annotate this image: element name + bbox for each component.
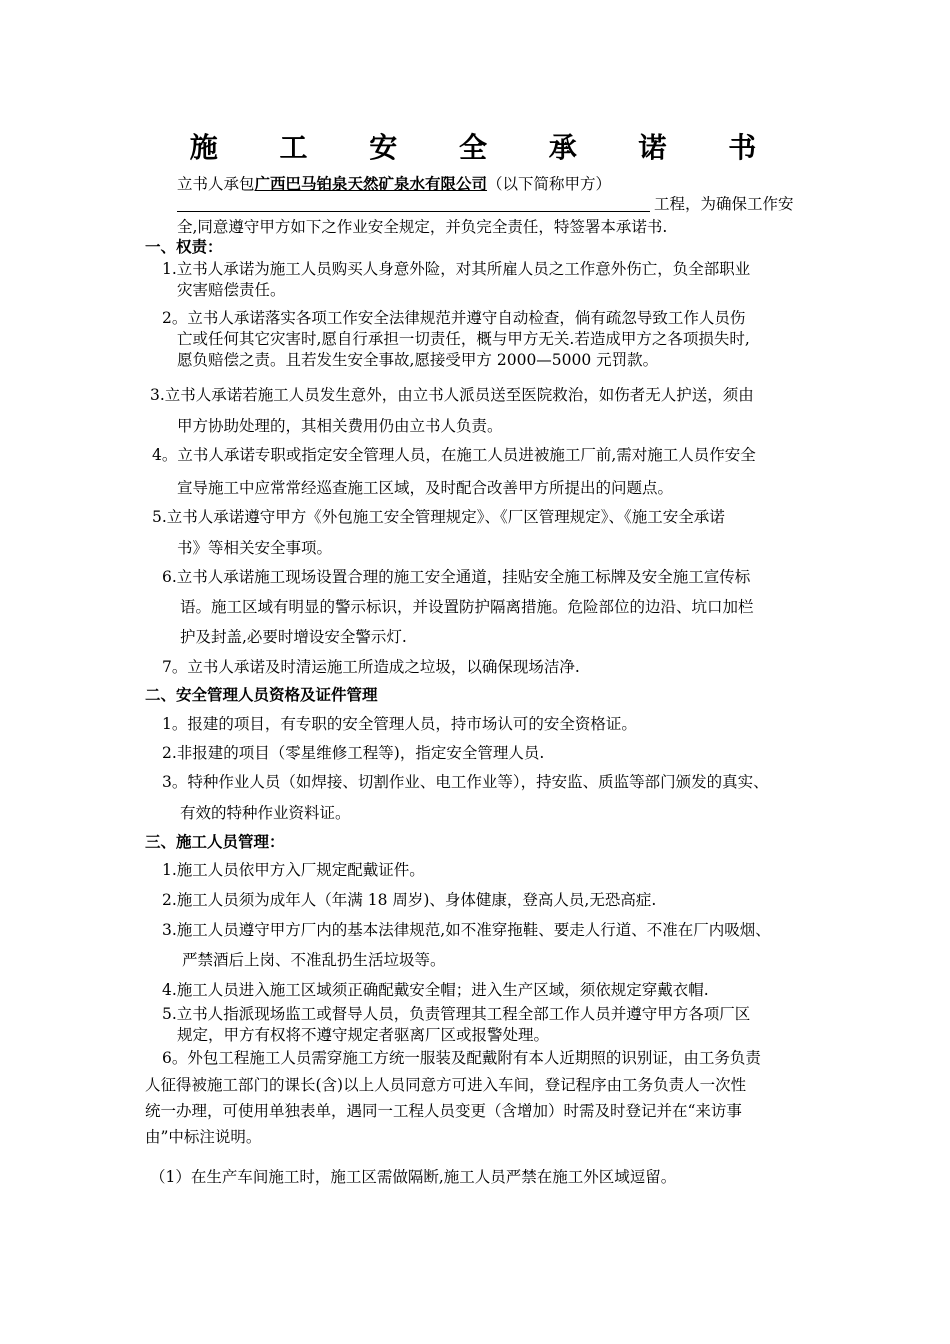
project-name-blank (177, 211, 650, 212)
intro-line-2: 工程，为确保工作安 (654, 195, 794, 213)
section1-line: 7。立书人承诺及时清运施工所造成之垃圾，以确保现场洁净. (162, 658, 580, 676)
section3-line: 1.施工人员依甲方入厂规定配戴证件。 (162, 861, 425, 879)
section3-line: （1）在生产车间施工时，施工区需做隔断,施工人员严禁在施工外区域逗留。 (150, 1168, 677, 1186)
section2-line: 有效的特种作业资料证。 (180, 804, 351, 822)
section1-line: 3.立书人承诺若施工人员发生意外，由立书人派员送至医院救治，如伤者无人护送，须由 (150, 386, 754, 404)
section1-line: 书》等相关安全事项。 (177, 539, 333, 557)
section1-line: 5.立书人承诺遵守甲方《外包施工安全管理规定》、《厂区管理规定》、《施工安全承诺 (152, 508, 725, 526)
document-title: 施 工 安 全 承 诺 书 (189, 131, 783, 164)
section3-line: 6。外包工程施工人员需穿施工方统一服装及配戴附有本人近期照的识别证，由工务负责 (162, 1049, 761, 1067)
section3-line: 2.施工人员须为成年人（年满 18 周岁)、身体健康，登高人员,无恐高症. (162, 891, 657, 909)
section2-line: 1。报建的项目，有专职的安全管理人员，持市场认可的安全资格证。 (162, 715, 637, 733)
section1-line: 甲方协助处理的，其相关费用仍由立书人负责。 (177, 417, 503, 435)
section3-heading: 三、施工人员管理： (145, 833, 285, 851)
company-name: 广西巴马铂泉天然矿泉水有限公司 (254, 175, 488, 193)
section2-line: 2.非报建的项目（零星维修工程等)，指定安全管理人员. (162, 744, 545, 762)
section3-line: 4.施工人员进入施工区域须正确配戴安全帽；进入生产区域，须依规定穿戴衣帽. (162, 981, 709, 999)
section3-line: 3.施工人员遵守甲方厂内的基本法律规范,如不准穿拖鞋、要走人行道、不准在厂内吸烟、 (162, 921, 771, 939)
section3-line: 5.立书人指派现场监工或督导人员，负责管理其工程全部工作人员并遵守甲方各项厂区 (162, 1005, 751, 1023)
section1-line: 愿负赔偿之责。且若发生安全事故,愿接受甲方 2000—5000 元罚款。 (177, 351, 659, 369)
intro-line-3: 全,同意遵守甲方如下之作业安全规定，并负完全责任，特签署本承诺书. (177, 218, 668, 236)
section2-heading: 二、安全管理人员资格及证件管理 (145, 686, 378, 704)
intro-suffix: （以下简称甲方） (487, 175, 612, 193)
intro-line-1 (177, 174, 611, 194)
section1-line: 4。立书人承诺专职或指定安全管理人员，在施工人员进被施工厂前,需对施工人员作安全 (152, 446, 756, 464)
section3-line: 严禁酒后上岗、不准乱扔生活垃圾等。 (182, 951, 446, 969)
section1-line: 2。立书人承诺落实各项工作安全法律规范并遵守自动检查，倘有疏忽导致工作人员伤 (162, 309, 746, 327)
section2-line: 3。特种作业人员（如焊接、切割作业、电工作业等），持安监、质监等部门颁发的真实、 (162, 773, 769, 791)
section3-line: 由”中标注说明。 (145, 1128, 262, 1146)
intro-prefix: 立书人承包 (177, 175, 255, 193)
section1-line: 1.立书人承诺为施工人员购买人身意外险，对其所雇人员之工作意外伤亡，负全部职业 (162, 260, 751, 278)
section3-line: 人征得被施工部门的课长(含)以上人员同意方可进入车间，登记程序由工务负责人一次性 (145, 1076, 747, 1094)
section1-line: 灾害赔偿责任。 (177, 281, 286, 299)
section1-line: 6.立书人承诺施工现场设置合理的施工安全通道，挂贴安全施工标牌及安全施工宣传标 (162, 568, 751, 586)
section3-line: 统一办理，可使用单独表单，遇同一工程人员变更（含增加）时需及时登记并在“来访事 (145, 1102, 742, 1120)
section1-line: 护及封盖,必要时增设安全警示灯. (180, 628, 407, 646)
section3-line: 规定，甲方有权将不遵守规定者驱离厂区或报警处理。 (177, 1026, 550, 1044)
section1-line: 语。施工区域有明显的警示标识，并设置防护隔离措施。危险部位的边沿、坑口加栏 (180, 598, 754, 616)
section1-line: 亡或任何其它灾害时,愿自行承担一切责任，概与甲方无关.若造成甲方之各项损失时, (177, 330, 750, 348)
section1-heading: 一、权责： (145, 238, 223, 256)
section1-line: 宣导施工中应常常经巡查施工区域，及时配合改善甲方所提出的问题点。 (177, 479, 674, 497)
